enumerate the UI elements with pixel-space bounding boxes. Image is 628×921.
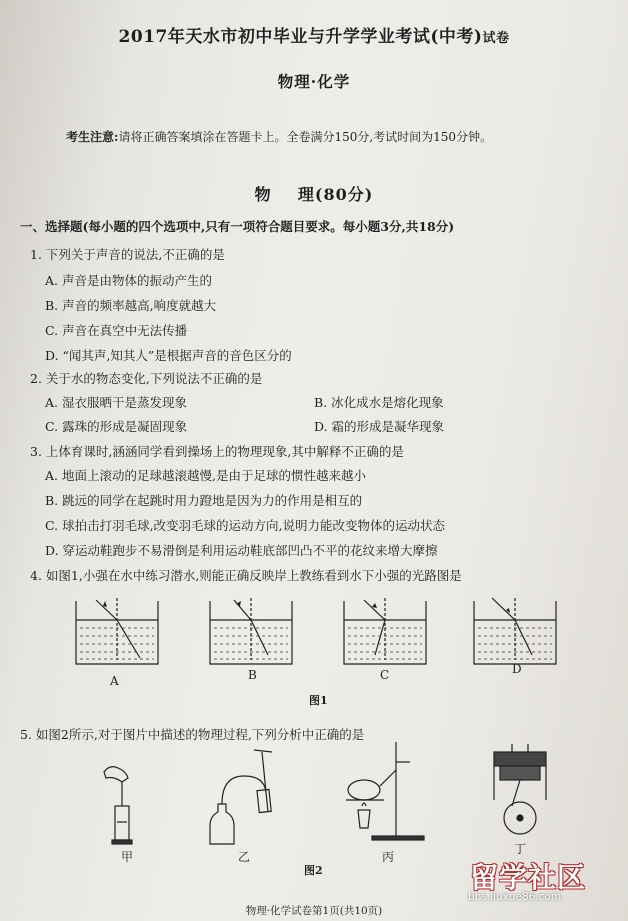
question-2-option-d: D. 霜的形成是凝华现象 — [314, 419, 445, 434]
apparatus-bing — [346, 742, 424, 840]
question-1-option-d: D. “闻其声,知其人”是根据声音的音色区分的 — [45, 348, 292, 363]
notice-label: 考生注意: — [66, 130, 119, 144]
question-1-option-a: A. 声音是由物体的振动产生的 — [45, 273, 212, 288]
figure-2-label-yi: 乙 — [238, 850, 251, 864]
apparatus-jia — [104, 767, 132, 844]
apparatus-yi — [210, 750, 272, 844]
figure-2-label-ding: 丁 — [514, 842, 527, 856]
question-5-stem: 5. 如图2所示,对于图片中描述的物理过程,下列分析中正确的是 — [20, 727, 365, 742]
figure-1-label-a: A — [110, 674, 119, 688]
question-3-stem: 3. 上体育课时,涵涵同学看到操场上的物理现象,其中解释不正确的是 — [30, 444, 404, 459]
question-3-option-b: B. 跳远的同学在起跳时用力蹬地是因为力的作用是相互的 — [45, 493, 363, 508]
exam-subtitle: 物理·化学 — [277, 72, 351, 91]
exam-title-main: 2017年天水市初中毕业与升学学业考试(中考) — [118, 27, 483, 47]
figure-2-label-bing: 丙 — [382, 850, 395, 864]
section-title: 物 理(80分) — [254, 185, 374, 204]
question-1-option-b: B. 声音的频率越高,响度就越大 — [45, 298, 217, 313]
watermark-brand: 留学社区 — [470, 861, 587, 894]
figure-1-caption: 图1 — [309, 694, 328, 707]
question-3-option-c: C. 球拍击打羽毛球,改变羽毛球的运动方向,说明力能改变物体的运动状态 — [45, 518, 446, 533]
question-1-option-c: C. 声音在真空中无法传播 — [45, 323, 188, 338]
question-3-option-d: D. 穿运动鞋跑步不易滑倒是利用运动鞋底部凹凸不平的花纹来增大摩擦 — [45, 543, 438, 558]
figure-2-label-jia: 甲 — [121, 850, 134, 864]
question-2-stem: 2. 关于水的物态变化,下列说法不正确的是 — [30, 371, 263, 386]
part-header: 一、选择题(每小题的四个选项中,只有一项符合题目要求。每小题3分,共18分) — [20, 219, 455, 234]
question-3-option-a: A. 地面上滚动的足球越滚越慢,是由于足球的惯性越来越小 — [45, 468, 366, 483]
question-2-option-c: C. 露珠的形成是凝固现象 — [45, 419, 188, 434]
apparatus-ding — [494, 744, 546, 834]
watermark-url: bbs.liuxue86.com — [468, 891, 562, 903]
figure-1-label-d: D — [512, 662, 522, 676]
exam-title-suffix: 试卷 — [482, 31, 510, 46]
question-4-stem: 4. 如图1,小强在水中练习潜水,则能正确反映岸上教练看到水下小强的光路图是 — [30, 568, 462, 583]
figure-2-caption: 图2 — [304, 864, 323, 877]
question-2-option-a: A. 湿衣服晒干是蒸发现象 — [45, 395, 187, 410]
question-1-stem: 1. 下列关于声音的说法,不正确的是 — [30, 247, 225, 262]
question-2-option-b: B. 冰化成水是熔化现象 — [314, 395, 444, 410]
notice-text: 请将正确答案填涂在答题卡上。全卷满分150分,考试时间为150分钟。 — [118, 130, 493, 144]
page-footer: 物理·化学试卷第1页(共10页) — [245, 905, 383, 917]
figure-1-label-c: C — [380, 668, 390, 682]
figure-1-label-b: B — [248, 668, 257, 682]
